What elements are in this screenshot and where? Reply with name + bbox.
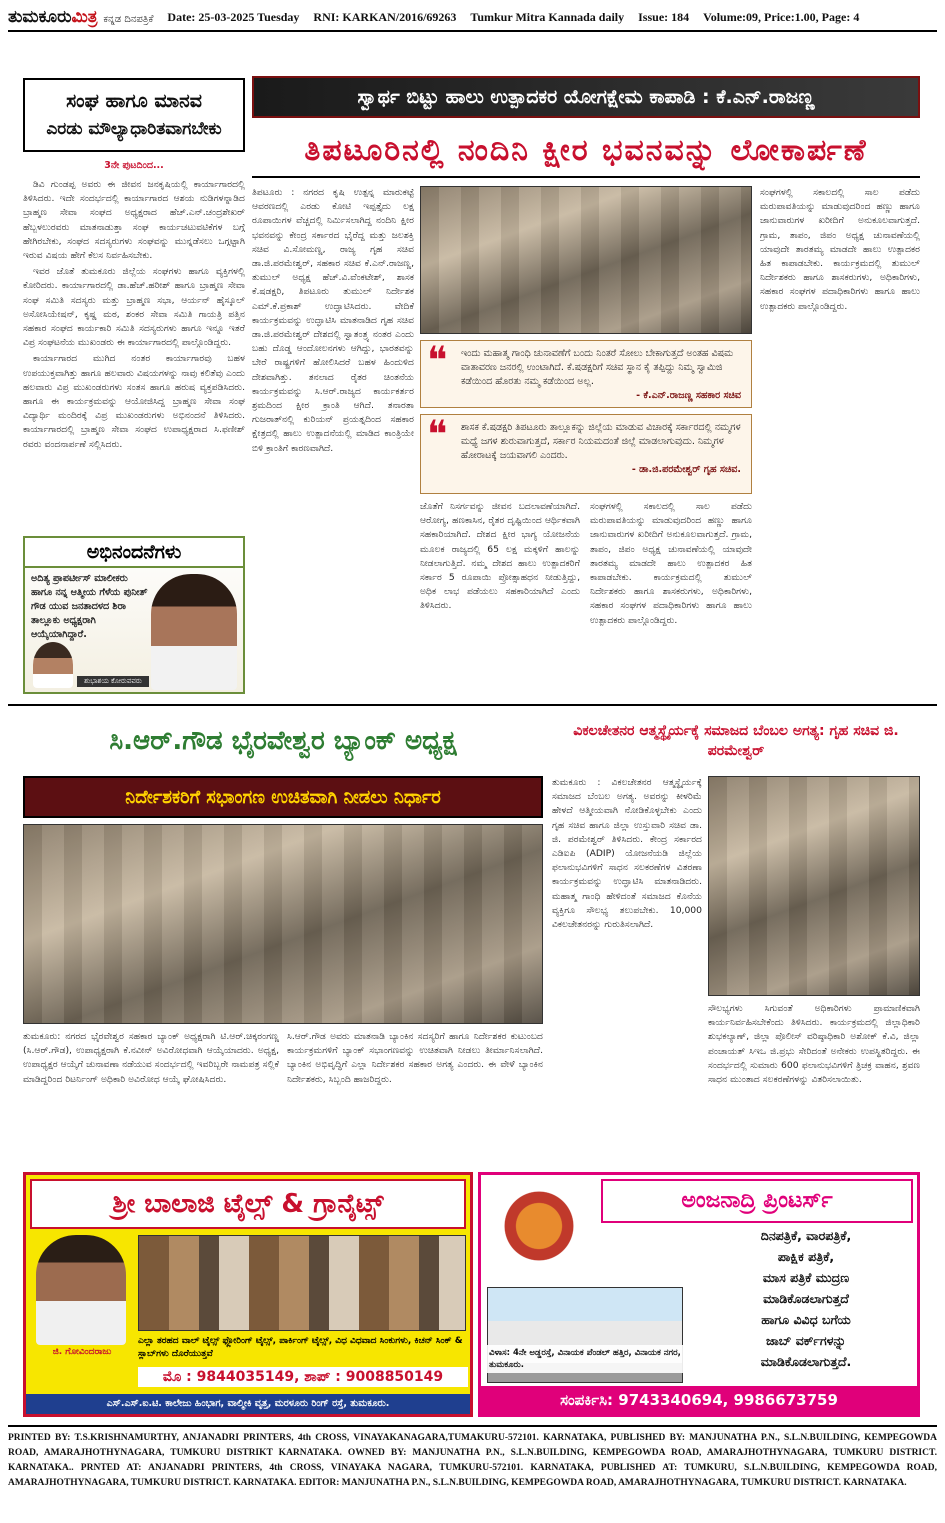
left-story-body xyxy=(23,178,245,530)
service-line: ಜಾಬ್ ವರ್ಕ್‌ಗಳನ್ನು xyxy=(765,1333,847,1348)
service-line: ಪಾಕ್ಷಿಕ ಪತ್ರಿಕೆ, xyxy=(777,1249,835,1264)
service-line: ದಿನಪತ್ರಿಕೆ, ವಾರಪತ್ರಿಕೆ, xyxy=(760,1228,852,1243)
anjanadri-ad-contact: ಸಂಪರ್ಕಿಸಿ: 9743340694, 9986673759 xyxy=(481,1386,917,1414)
issue-date: Date: 25-03-2025 Tuesday xyxy=(167,9,300,24)
logo-accent: ಮಿತ್ರ xyxy=(71,7,98,27)
rajanna-quote-box xyxy=(420,340,752,408)
imprint-footer: PRINTED BY: T.S.KRISHNAMURTHY, ANJANADRI PRINTERS, 4th CROSS, VINAYAKANAGARA,TUMAKURU-572101. KARNATAKA, PUBLISHED BY: MANJUNATHA P.N., S.L.N.BUILDING, KEMPEGOWDA ROAD, AMARAJHOTHYNAGARA, TUMKURU DISTRIKT KARNATAKA. OWNED BY: MANJUNATHA P.N., S.L.N.BUILDING, KEMPEGOWDA ROAD, AMARAJHOTHYNAGARA, TUMKURU DISTRICT. KARNATAKA.. PRNTED AT: ANJANADRI PRINTERS, 4th CROSS, VINAYAKA NAGARA, TUMKURU-572101. KARNATAKA, PUBLISHED AT: TUMKURU, S.L.N.BUILDING, KEMPEGOWDA ROAD, AMARAJHOTHYNAGARA, TUMKURU DISTRICT. KARNATAKA. EDITOR: MANJUNATHA P.N., S.L.N.BUILDING, KEMPEGOWDA ROAD, AMARAJHOTHYNAGARA, TUMKURU DISTRICT. KARNATAKA. xyxy=(8,1425,937,1517)
service-line: ಮಾಡಿಕೊಡಲಾಗುತ್ತದೆ xyxy=(763,1291,849,1306)
left-story-paragraph: ಕಾರ್ಯಾಗಾರದ ಮುಗಿದ ನಂತರ ಕಾರ್ಯಾಗಾರವು ಬಹಳ ಉಪಯುಕ್ತವಾಗಿತ್ತು ಹಾಗೂ ಹಲವಾರು ವಿಷಯಗಳನ್ನು ನಾವು ಕಲಿತೆವು ಎಂದು ಹಲವಾರು ವಿಪ್ರ ಮುಖಂಡರುಗಳು ಸಂತಸ ಹಾಗೂ ಹರುಷ ವ್ಯಕ್ತಪಡಿಸಿದರು. ಹಾಗೂ ಈ ಕಾರ್ಯಕ್ರಮವನ್ನು ಆಯೋಜಿಸಿದ್ದ ಬ್ರಾಹ್ಮಣ ಸೇವಾ ಸಂಘ ವಿದ್ಯಾರ್ಥಿ ಮಂದಿರಕ್ಕೆ ವಿಪ್ರ ಮುಖಂಡರುಗಳು ಅಭಿನಂದನೆ ತಿಳಿಸಿದರು. ಕಾರ್ಯಾಗಾರದಲ್ಲಿ ಬ್ರಾಹ್ಮಣ ಸೇವಾ ಸಂಘದ ಉಪಾಧ್ಯಕ್ಷರಾದ ಸಿ.ಫಣೀಶ್ ರವರು ವಂದನಾರ್ಪಣೆ ಸಲ್ಲಿಸಿದರು. xyxy=(23,353,245,450)
left-story-headline-line2: ಎರಡು ಮೌಲ್ಯಾಧಾರಿತವಾಗಬೇಕು xyxy=(46,119,222,139)
parameshwar-quote-author: - ಡಾ.ಜಿ.ಪರಮೇಶ್ವರ್ ಗೃಹ ಸಚಿವ. xyxy=(631,464,741,475)
anjanadri-ad-services xyxy=(695,1225,917,1372)
balaji-tiles-ad xyxy=(23,1172,473,1417)
greeting-text: ಅದಿತ್ಯ ಪ್ರಾಪರ್ಟೀಸ್ ಮಾಲೀಕರು ಹಾಗೂ ನನ್ನ ಆತ್ಮೀಯ ಗೆಳೆಯ ಪುನೀತ್ ಗೌಡ ಯುವ ಜನತಾದಳದ ಶಿರಾ ತಾಲ್ಲೂಕು ಅಧ್ಯಕ್ಷರಾಗಿ ಆಯ್ಕೆಯಾಗಿದ್ದಾರೆ. xyxy=(31,573,148,640)
hanuman-logo-icon xyxy=(487,1181,591,1281)
milk-bhavan-inauguration-photo xyxy=(420,186,752,334)
quote-mark-icon: ❝ xyxy=(427,414,448,456)
parameshwar-quote-text: ಶಾಸಕ ಕೆ.ಷಡಕ್ಷರಿ ತಿಪಟೂರು ತಾಲ್ಲೂಕನ್ನು ಜಿಲ್ಲೆಯ ಮಾಡುವ ವಿಚಾರಕ್ಕೆ ಸರ್ಕಾರದಲ್ಲಿ ನಮ್ಮಗಳ ಮಧ್ಯೆ ಜಗಳ ಶುರುವಾಗುತ್ತದೆ, ಸರ್ಕಾರ ನಿಯಮದಂತೆ ಜಿಲ್ಲೆ ಮಾಡಲಾಗುವುದು. ನಿಮ್ಮಗಳ ಹೋರಾಟಕ್ಕೆ ಜಯವಾಗಲಿ ಎಂದರು. xyxy=(461,422,741,461)
bank-office-bearers-photo xyxy=(23,824,543,1024)
rni-number: RNI: KARKAN/2016/69263 xyxy=(313,9,457,24)
left-story-headline-box xyxy=(23,78,245,152)
bank-story-col2: ಸಿ.ಆರ್.ಗೌಡ ಅವರು ಮಾತನಾಡಿ ಬ್ಯಾಂಕಿನ ಸದಸ್ಯರಿಗೆ ಹಾಗೂ ನಿರ್ದೇಶಕರ ಕುಟುಂಬದ ಕಾರ್ಯಕ್ರಮಗಳಿಗೆ ಬ್ಯಾಂಕ್ ಸಭಾಂಗಣವನ್ನು ಉಚಿತವಾಗಿ ನೀಡಲು ತೀರ್ಮಾನಿಸಲಾಗಿದೆ. ಬ್ಯಾಂಕಿನ ಅಭಿವೃದ್ಧಿಗೆ ಎಲ್ಲಾ ನಿರ್ದೇಶಕರ ಸಹಕಾರ ಅಗತ್ಯ ಎಂದರು. ಈ ವೇಳೆ ಬ್ಯಾಂಕಿನ ನಿರ್ದೇಶಕರು, ಸಿಬ್ಬಂದಿ ಹಾಜರಿದ್ದರು. xyxy=(287,1031,543,1085)
top-story-headline: ತಿಪಟೂರಿನಲ್ಲಿ ನಂದಿನಿ ಕ್ಷೀರ ಭವನವನ್ನು ಲೋಕಾರ್ಪಣೆ xyxy=(252,124,920,178)
bank-story-subhead: ನಿರ್ದೇಶಕರಿಗೆ ಸಭಾಂಗಣ ಉಚಿತವಾಗಿ ನೀಡಲು ನಿರ್ಧಾರ xyxy=(23,776,543,818)
anjanadri-printers-ad xyxy=(478,1172,920,1417)
disability-story-col1: ತುಮಕೂರು : ವಿಕಲಚೇತನರ ಆತ್ಮಸ್ಥೈರ್ಯಕ್ಕೆ ಸಮಾಜದ ಬೆಂಬಲ ಅಗತ್ಯ. ಅವರನ್ನು ಕೀಳರಿಮೆ ಹೇಳದೆ ಆತ್ಮೀಯವಾಗಿ ನೋಡಿಕೊಳ್ಳಬೇಕು ಎಂದು ಗೃಹ ಸಚಿವ ಹಾಗೂ ಜಿಲ್ಲಾ ಉಸ್ತುವಾರಿ ಸಚಿವ ಡಾ. ಜಿ. ಪರಮೇಶ್ವರ್ ತಿಳಿಸಿದರು. ಕೇಂದ್ರ ಸರ್ಕಾರದ ಎಡಿಐಪಿ (ADIP) ಯೋಜನೆಯಡಿ ಜಿಲ್ಲೆಯ ಫಲಾನುಭವಿಗಳಿಗೆ ಸಾಧನ ಸಲಕರಣೆಗಳ ವಿತರಣಾ ಕಾರ್ಯಕ್ರಮವನ್ನು ಉದ್ಘಾಟಿಸಿ ಮಾತನಾಡಿದರು. ಮಹಾತ್ಮ ಗಾಂಧಿ ಹೇಳಿದಂತೆ ಸಮಾಜದ ಕೊನೆಯ ವ್ಯಕ್ತಿಗೂ ಸೌಲಭ್ಯ ತಲುಪಬೇಕು. 10,000 ವಿಕಲಚೇತನರನ್ನು ಗುರುತಿಸಲಾಗಿದೆ. xyxy=(552,777,702,931)
parameshwar-quote-box xyxy=(420,414,752,494)
rajanna-quote-author: - ಕೆ.ಎನ್.ರಾಜಣ್ಣ ಸಹಕಾರ ಸಚಿವ xyxy=(636,390,741,401)
greeting-portrait-large xyxy=(151,574,237,690)
issue-number: Issue: 184 xyxy=(638,9,690,24)
anjanadri-ad-title: ಅಂಜನಾದ್ರಿ ಪ್ರಿಂಟರ್ಸ್ xyxy=(601,1179,913,1223)
service-line: ಮಾಡಿಕೊಡಲಾಗುತ್ತದೆ. xyxy=(760,1354,852,1369)
top-story-kicker: ಸ್ವಾರ್ಥ ಬಿಟ್ಟು ಹಾಲು ಉತ್ಪಾದಕರ ಯೋಗಕ್ಷೇಮ ಕಾಪಾಡಿ : ಕೆ.ಎನ್.ರಾಜಣ್ಣ xyxy=(252,76,920,118)
balaji-ad-phones: ಮೊ : 9844035149, ಶಾಪ್ : 9008850149 xyxy=(138,1367,468,1387)
bank-story-headline: ಸಿ.ಆರ್.ಗೌಡ ಭೈರವೇಶ್ವರ ಬ್ಯಾಂಕ್ ಅಧ್ಯಕ್ಷ xyxy=(109,725,457,756)
disability-story-col2: ಸೌಲಭ್ಯಗಳು ಸಿಗುವಂತೆ ಅಧಿಕಾರಿಗಳು ಪ್ರಾಮಾಣಿಕವಾಗಿ ಕಾರ್ಯನಿರ್ವಹಿಸಬೇಕೆಂದು ತಿಳಿಸಿದರು. ಕಾರ್ಯಕ್ರಮದಲ್ಲಿ ಜಿಲ್ಲಾಧಿಕಾರಿ ಶುಭಕಲ್ಯಾಣ್, ಜಿಲ್ಲಾ ಪೊಲೀಸ್ ವರಿಷ್ಠಾಧಿಕಾರಿ ಅಶೋಕ್ ಕೆ.ವಿ, ಜಿಲ್ಲಾ ಪಂಚಾಯತ್ ಸಿಇಒ ಜಿ.ಪ್ರಭು ಸೇರಿದಂತೆ ಅನೇಕರು ಉಪಸ್ಥಿತರಿದ್ದರು. ಈ ಸಂದರ್ಭದಲ್ಲಿ ಸುಮಾರು 600 ಫಲಾನುಭವಿಗಳಿಗೆ ತ್ರಿಚಕ್ರ ವಾಹನ, ಶ್ರವಣ ಸಾಧನ ಮುಂತಾದ ಸಲಕರಣೆಗಳನ್ನು ವಿತರಿಸಲಾಯಿತು. xyxy=(708,1003,920,1086)
logo-sub: ಕನ್ನಡ ದಿನಪತ್ರಿಕೆ xyxy=(103,14,154,25)
disability-story-headline: ವಿಕಲಚೇತನರ ಆತ್ಮಸ್ಥೈರ್ಯಕ್ಕೆ ಸಮಾಜದ ಬೆಂಬಲ ಅಗತ್ಯ: ಗೃಹ ಸಚಿವ ಜಿ. ಪರಮೇಶ್ವರ್ xyxy=(573,723,899,759)
balaji-owner-name: ಜಿ. ಗೋವಿಂದರಾಜು xyxy=(52,1347,112,1357)
service-line: ಹಾಗೂ ವಿವಿಧ ಬಗೆಯ xyxy=(761,1312,851,1327)
greeting-title: ಅಭಿನಂದನೆಗಳು xyxy=(25,538,243,568)
bank-story-col1: ತುಮಕೂರು: ನಗರದ ಭೈರವೇಶ್ವರ ಸಹಕಾರ ಬ್ಯಾಂಕ್ ಅಧ್ಯಕ್ಷರಾಗಿ ಟಿ.ಆರ್.ಚಿಕ್ಕರಂಗಣ್ಣ (ಸಿ.ಆರ್.ಗೌಡ), ಉಪಾಧ್ಯಕ್ಷರಾಗಿ ಕೆ.ನವೀನ್ ಅವಿರೋಧವಾಗಿ ಆಯ್ಕೆಯಾದರು. ಅಧ್ಯಕ್ಷ, ಉಪಾಧ್ಯಕ್ಷರ ಆಯ್ಕೆಗೆ ಚುನಾವಣಾ ನಡೆಯುವ ಸಂದರ್ಭದಲ್ಲಿ ಇವರಿಬ್ಬರೇ ನಾಮಪತ್ರ ಸಲ್ಲಿಕೆ ಮಾಡಿದ್ದರಿಂದ ರಿಟರ್ನಿಂಗ್ ಅಧಿಕಾರಿ ಅವಿರೋಧ ಆಯ್ಕೆ ಘೋಷಿಸಿದರು. xyxy=(23,1031,279,1085)
tiles-sample-photo xyxy=(138,1235,466,1331)
anjanadri-ad-address: ವಿಳಾಸ: 4ನೇ ಅಡ್ಡರಸ್ತೆ, ವಿನಾಯಕ ಪೆಂಡಲ್ ಹತ್ತಿರ, ವಿನಾಯಕ ನಗರ, ತುಮಕೂರು. xyxy=(487,1345,683,1373)
volume-info: Volume:09, Price:1.00, Page: 4 xyxy=(703,9,860,24)
balaji-ad-address: ಎಸ್.ಎಸ್.ಐ.ಟಿ. ಕಾಲೇಜು ಹಿಂಭಾಗ, ವಾಲ್ಮೀಕಿ ವೃತ್ತ, ಮರಳೂರು ರಿಂಗ್ ರಸ್ತೆ, ತುಮಕೂರು. xyxy=(26,1394,470,1414)
newspaper-logo xyxy=(8,7,153,27)
rajanna-quote-text: ಇಂದು ಮಹಾತ್ಮ ಗಾಂಧಿ ಚುನಾವಣೆಗೆ ಬಂದು ನಿಂತರೆ ಸೋಲು ಬೇಕಾಗುತ್ತದೆ ಅಂತಹ ವಿಷಮ ವಾತಾವರಣ ಜನರಲ್ಲಿ ಉಂಟಾಗಿದೆ. ಕೆ.ಷಡಕ್ಷರಿಗೆ ಸಚಿವ ಸ್ಥಾನ ಕೈ ತಪ್ಪಿದ್ದು ನಿಮ್ಮ ಸ್ವಾಮಿಜಿ ಕಡೆಯಿಂದ ಹೊರತು ನಮ್ಮ ಕಡೆಯಿಂದ ಅಲ್ಲ. xyxy=(461,348,734,387)
balaji-ad-description: ಎಲ್ಲಾ ತರಹದ ವಾಲ್ ಟೈಲ್ಸ್ ಫ್ಲೋರಿಂಗ್ ಟೈಲ್ಸ್, ಪಾರ್ಕಿಂಗ್ ಟೈಲ್ಸ್, ವಿಧ ವಿಧವಾದ ಸಿಂಕುಗಳು, ಕಿಚನ್ ಸಿಂಕ್ & ಸ್ಲಾಬ್‌ಗಳು ದೊರೆಯುತ್ತವೆ xyxy=(138,1336,463,1359)
left-story-paragraph: ಇವರ ಜೊತೆ ತುಮಕೂರು ಜಿಲ್ಲೆಯ ಸಂಘಗಳು ಹಾಗೂ ವ್ಯಕ್ತಿಗಳಲ್ಲಿ ಕೋರಿದರು. ಕಾರ್ಯಾಗಾರದಲ್ಲಿ ಡಾ.ಹೆಚ್.ಹರೀಶ್ ಹಾಗೂ ಬ್ರಾಹ್ಮಣ ಸೇವಾ ಸಂಘ ಸಮಿತಿ ಸದಸ್ಯರು ಮತ್ತು ಬ್ರಾಹ್ಮಣ ಸಭಾ, ಆರ್ಯನ್ ಹೈಸ್ಕೂಲ್ ಅಸೋಸಿಯೇಷನ್, ಕೃಷ್ಣ ಮಠ, ಶಂಕರ ಸೇವಾ ಸಮಿತಿ ಗಾಯತ್ರಿ ಪತ್ತಿನ ಸಹಕಾರ ಸಂಘದ ಕಾರ್ಯಕಾರಿ ಸಮಿತಿ ಸದಸ್ಯರುಗಳು ಹಾಗೂ ಇನ್ನೂ ಇತರೆ ವಿಪ್ರ ಸಂಘಟನೆಯ ಮುಖಂಡರು ಈ ಕಾರ್ಯಾಗಾರದಲ್ಲಿ ಪಾಲ್ಗೊಂಡಿದ್ದರು. xyxy=(23,266,245,349)
quote-mark-icon: ❝ xyxy=(427,340,448,382)
paper-name: Tumkur Mitra Kannada daily xyxy=(470,9,625,24)
logo-main: ತುಮಕೂರು xyxy=(8,7,72,27)
balaji-owner-photo xyxy=(36,1235,126,1345)
left-story-headline-line1: ಸಂಘ ಹಾಗೂ ಮಾನವ xyxy=(66,90,202,112)
top-story-col3-top xyxy=(760,186,920,698)
section-divider xyxy=(8,704,937,706)
top-story-col2: ಜೊತೆಗೆ ನಿಸರ್ಗವನ್ನು ಜೀವನ ಬದಲಾವಣೆಯಾಗಿದೆ. ಆರೋಗ್ಯ, ಹಣಕಾಸಿನ, ರೈತರ ದೃಷ್ಟಿಯಿಂದ ಆರ್ಥಿಕವಾಗಿ ಸಹಕಾರಿಯಾಗಿದೆ. ದೇಶದ ಕ್ಷೀರ ಭಾಗ್ಯ ಯೋಜನೆಯ ಮೂಲಕ ರಾಜ್ಯದಲ್ಲಿ 65 ಲಕ್ಷ ಮಕ್ಕಳಿಗೆ ಹಾಲನ್ನು ನೀಡಲಾಗುತ್ತಿದೆ. ನಮ್ಮ ದೇಶದ ಹಾಲು ಉತ್ಪಾದಕರಿಗೆ ಸರ್ಕಾರ 5 ರೂಪಾಯಿ ಪ್ರೋತ್ಸಾಹಧನ ನೀಡುತ್ತಿದ್ದು, ಅಧಿಕ ಲಾಭ ಪಡೆಯಲು ಸಹಕಾರಿಯಾಗಿದೆ ಎಂದು ತಿಳಿಸಿದರು. xyxy=(420,501,580,612)
left-story-continued: 3ನೇ ಪುಟದಿಂದ... xyxy=(104,160,164,171)
left-story-paragraph: ಡಿವಿ ಗುಂಡಪ್ಪ ಅವರು ಈ ಜೀವನ ಜನಕೃಷಿಯಲ್ಲಿ ಕಾರ್ಯಾಗಾರದಲ್ಲಿ ತಿಳಿಸಿದರು. ಇದೇ ಸಂದರ್ಭದಲ್ಲಿ ಕಾರ್ಯಾಗಾರದ ಆಶಯ ನುಡಿಗಳನ್ನಾಡಿದ ಬ್ರಾಹ್ಮಣ ಸೇವಾ ಸಂಘದ ಅಧ್ಯಕ್ಷರಾದ ಹೆಚ್.ಎನ್.ಚಂದ್ರಶೇಖರ್ ಹೆಬ್ಬಳಲುರವರು ಮಾತನಾಡುತ್ತಾ ಸಂಘ ಕಾರ್ಯಚಟುವಟಿಕೆಗಳ ಬಗ್ಗೆ ಹೇಗಿರಬೇಕು, ಸಂಘದ ಸದಸ್ಯರುಗಳು ಸಂಘವನ್ನು ಮುನ್ನಡೆಸಲು ಒಗ್ಗಟ್ಟಾಗಿ ಇರುವ ವಿಷಯ ಹೇಗೆ ಕೆಲಸ ನಿರ್ವಹಿಸಬೇಕು. xyxy=(23,179,245,262)
service-line: ಮಾಸ ಪತ್ರಿಕೆ ಮುದ್ರಣ xyxy=(762,1270,850,1285)
adip-distribution-photo xyxy=(708,776,920,996)
top-story-col3-continued: ಸಂಘಗಳಲ್ಲಿ ಸಕಾಲದಲ್ಲಿ ಸಾಲ ಪಡೆದು ಮರುಪಾವತಿಯನ್ನು ಮಾಡುವುದರಿಂದ ಹಣ್ಣು ಹಾಗೂ ಜಾನುವಾರುಗಳ ಖರೀದಿಗೆ ಅನುಕೂಲವಾಗುತ್ತದೆ. ಗ್ರಾಮ, ತಾಪಂ, ಜಿಪಂ ಅಧ್ಯಕ್ಷ ಚುನಾವಣೆಯಲ್ಲಿ ಯಾವುದೇ ತಾರತಮ್ಯ ಮಾಡದೇ ಹಾಲು ಉತ್ಪಾದಕರ ಹಿತ ಕಾಪಾಡಬೇಕು. ಕಾರ್ಯಕ್ರಮದಲ್ಲಿ ತುಮುಲ್ ನಿರ್ದೇಶಕರು ಹಾಗೂ ಶಾಸಕರುಗಳು, ಅಧಿಕಾರಿಗಳು, ಸಹಕಾರ ಸಂಘಗಳ ಪದಾಧಿಕಾರಿಗಳು ಹಾಗೂ ಹಾಲು ಉತ್ಪಾದಕರು ಪಾಲ್ಗೊಂಡಿದ್ದರು. xyxy=(760,187,920,312)
greeting-box xyxy=(23,536,245,694)
balaji-ad-title: ಶ್ರೀ ಬಾಲಾಜಿ ಟೈಲ್ಸ್ & ಗ್ರಾನೈಟ್ಸ್ xyxy=(30,1179,466,1229)
top-story-col3: ಸಂಘಗಳಲ್ಲಿ ಸಕಾಲದಲ್ಲಿ ಸಾಲ ಪಡೆದು ಮರುಪಾವತಿಯನ್ನು ಮಾಡುವುದರಿಂದ ಹಣ್ಣು ಹಾಗೂ ಜಾನುವಾರುಗಳ ಖರೀದಿಗೆ ಅನುಕೂಲವಾಗುತ್ತದೆ. ಗ್ರಾಮ, ತಾಪಂ, ಜಿಪಂ ಅಧ್ಯಕ್ಷ ಚುನಾವಣೆಯಲ್ಲಿ ಯಾವುದೇ ತಾರತಮ್ಯ ಮಾಡದೇ ಹಾಲು ಉತ್ಪಾದಕರ ಹಿತ ಕಾಪಾಡಬೇಕು. ಕಾರ್ಯಕ್ರಮದಲ್ಲಿ ತುಮುಲ್ ನಿರ್ದೇಶಕರು ಹಾಗೂ ಶಾಸಕರುಗಳು, ಅಧಿಕಾರಿಗಳು, ಸಹಕಾರ ಸಂಘಗಳ ಪದಾಧಿಕಾರಿಗಳು ಹಾಗೂ ಹಾಲು ಉತ್ಪಾದಕರು ಪಾಲ್ಗೊಂಡಿದ್ದರು. xyxy=(590,501,752,626)
top-story-col1: ತಿಪಟೂರು : ನಗರದ ಕೃಷಿ ಉತ್ಪನ್ನ ಮಾರುಕಟ್ಟೆ ಆವರಣದಲ್ಲಿ ಎರಡು ಕೋಟಿ ಇಪ್ಪತ್ತೈದು ಲಕ್ಷ ರೂಪಾಯಿಗಳ ವೆಚ್ಚದಲ್ಲಿ ನಿರ್ಮಿಸಲಾಗಿದ್ದ ನಂದಿನಿ ಕ್ಷೀರ ಭವನವನ್ನು ಕೇಂದ್ರ ಸರ್ಕಾರದ ಭೈರೆದ್ದ ಮತ್ತು ಜಲಶಕ್ತಿ ಸಚಿವ ವಿ.ಸೋಮಣ್ಣ, ರಾಜ್ಯ ಗೃಹ ಸಚಿವ ಡಾ.ಜಿ.ಪರಮೇಶ್ವರ್, ಸಹಕಾರ ಸಚಿವ ಕೆ.ಎನ್.ರಾಜಣ್ಣ, ತುಮುಲ್ ಅಧ್ಯಕ್ಷ ಹೆಚ್.ವಿ.ವೆಂಕಟೇಶ್, ಶಾಸಕ ಕೆ.ಷಡಕ್ಷರಿ, ತಿಪಟೂರು ತುಮುಲ್ ನಿರ್ದೇಶಕ ಎಮ್.ಕೆ.ಪ್ರಕಾಶ್ ಉದ್ಘಾಟಿಸಿದರು. ವೇದಿಕೆ ಕಾರ್ಯಕ್ರಮವನ್ನು ಉದ್ಘಾಟಿಸಿ ಮಾತನಾಡಿದ ಗೃಹ ಸಚಿವ ಡಾ.ಜಿ.ಪರಮೇಶ್ವರ್ ದೇಶದಲ್ಲಿ ಸ್ವಾತಂತ್ರ್ಯ ನಂತರ ಎಂದು ಬಹು ದೊಡ್ಡ ಆಂದೋಲನಗಳು ಆಗಿದ್ದು, ಭಾರತವನ್ನು ಬೇರೆ ರಾಷ್ಟ್ರಗಳಿಗೆ ಹೋಲಿಸಿದರೆ ಬಹಳ ಹಿಂದುಳಿದ ದೇಶವಾಗಿತ್ತು. ತನಲಾದ ರೈತರ ಚಿಂತನೆಯ ಕಾರ್ಯಕ್ರಮವನ್ನು ಸಿ.ಆರ್.ರಾಜ್ಯದ ಕಾರ್ಯಕರ್ತರ ಶ್ರಮದಿಂದ ಕ್ಷೀರ ಕ್ರಾಂತಿ ಆಗಿದೆ. ತನಾರತಾ ಗುಜರಾತ್‌ನಲ್ಲಿ ಕುರಿಯನ್ ಪ್ರಯತ್ನದಿಂದ ಸಹಕಾರ ಕ್ಷೇತ್ರದಲ್ಲಿ ಹಾಲು ಉತ್ಪಾದನೆಯಲ್ಲಿ ಮಾಡಿದ ಕಾಂತ್ರಿಯೇ ಬಿಳಿ ಕ್ರಾಂತಿಗೆ ಕಾರಣವಾಗಿದೆ. xyxy=(252,187,414,454)
masthead xyxy=(8,4,937,32)
greeting-caption: ಶುಭಾಶಯ ಕೋರುವವರು xyxy=(77,676,149,687)
greeting-portrait-small xyxy=(33,642,73,688)
